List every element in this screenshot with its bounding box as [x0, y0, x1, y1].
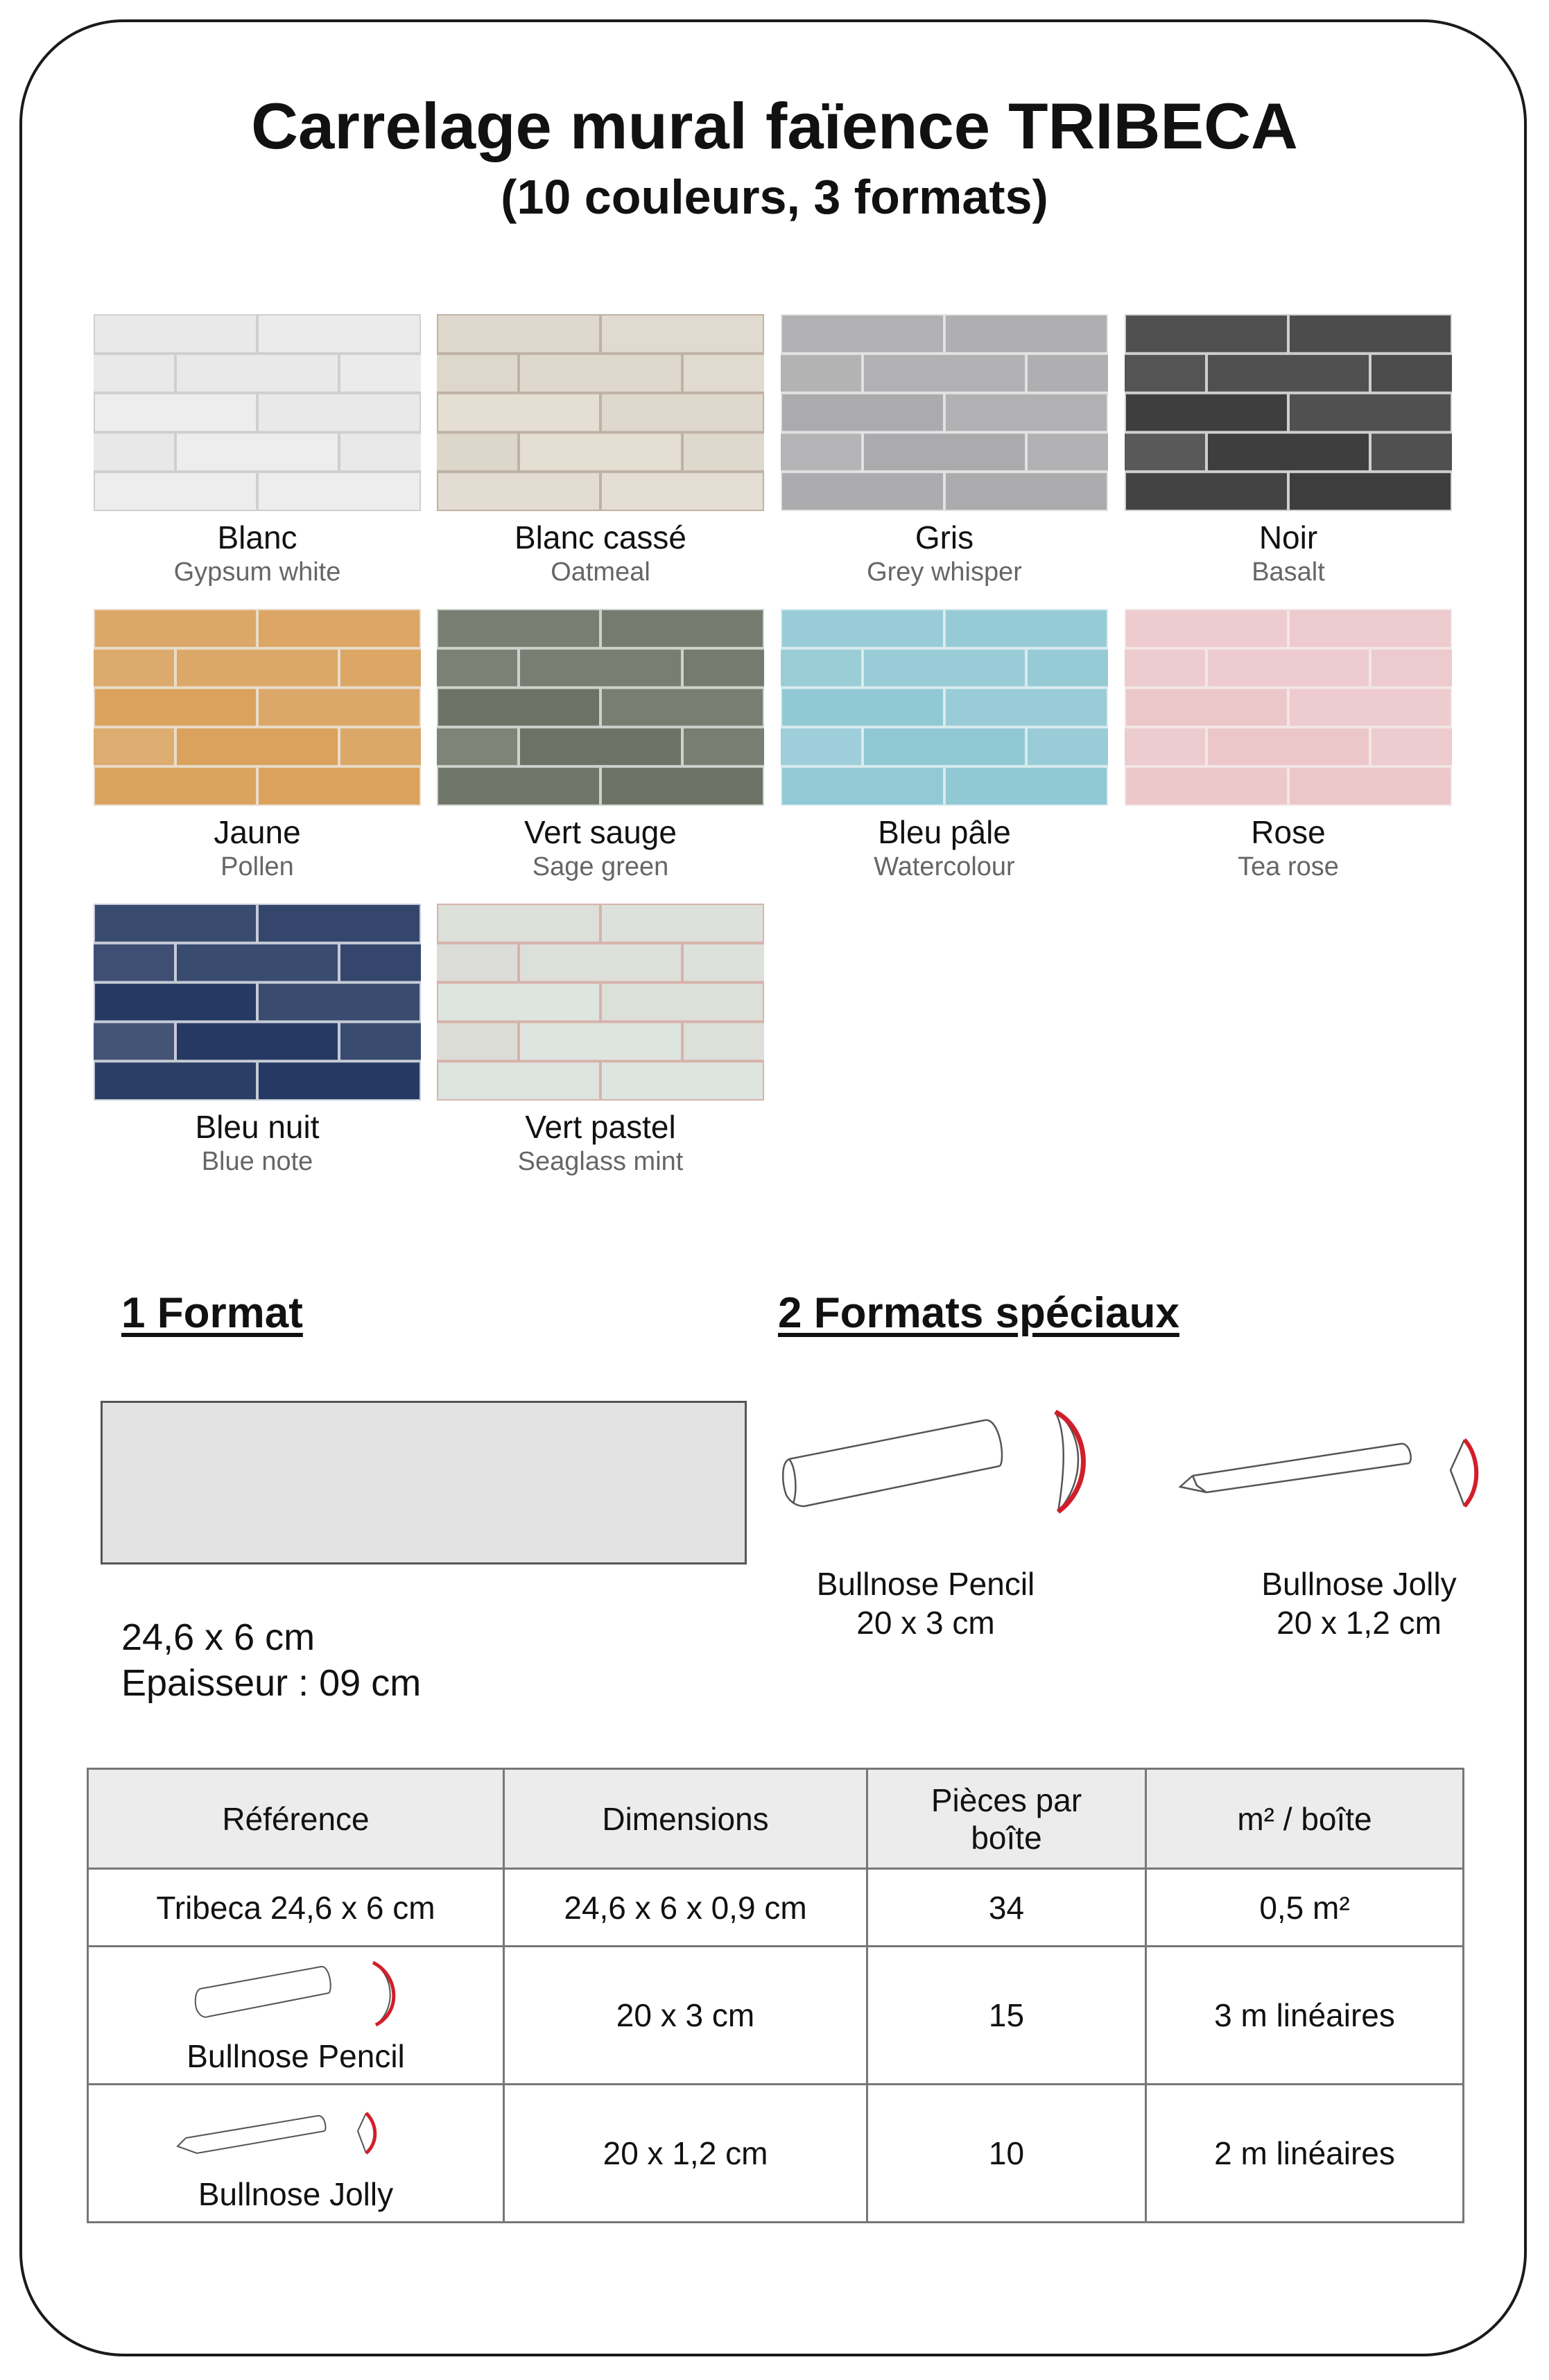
tile-brick	[1126, 689, 1287, 726]
tile-brick	[946, 316, 1107, 352]
bullnose-pencil-name: Bullnose Pencil	[816, 1566, 1035, 1602]
tile-pattern	[94, 904, 421, 1101]
tile-brick	[1028, 650, 1108, 687]
tile-brick	[95, 689, 256, 726]
color-name-en: Watercolour	[874, 852, 1015, 881]
color-name-fr: Rose	[1251, 814, 1326, 850]
tile-brick	[782, 316, 943, 352]
tile-brick	[1290, 768, 1451, 804]
tile-brick	[95, 473, 256, 510]
tile-brick	[177, 355, 338, 392]
tile-brick	[94, 1023, 174, 1060]
tile-brick	[602, 984, 763, 1021]
swatch-jaune	[94, 609, 421, 806]
tile-pattern	[1125, 314, 1452, 511]
table-row	[88, 1947, 1464, 2085]
reference-with-drawing	[89, 2085, 503, 2221]
tile-brick	[782, 395, 943, 431]
tile-pattern	[1125, 609, 1452, 806]
special-formats-drawings	[777, 1401, 1498, 1540]
page-title: Carrelage mural faïence TRIBECA	[251, 89, 1298, 162]
tile-pattern	[437, 904, 764, 1101]
swatch-vert-sauge	[437, 609, 764, 806]
tile-brick	[946, 689, 1107, 726]
tile-brick	[602, 395, 763, 431]
header-reference: Référence	[88, 1769, 504, 1869]
tile-brick	[781, 433, 861, 470]
color-name-en: Seaglass mint	[517, 1147, 684, 1176]
color-name-fr: Bleu pâle	[878, 814, 1011, 850]
page-subtitle: (10 couleurs, 3 formats)	[501, 170, 1048, 224]
cell-dimensions: 24,6 x 6 x 0,9 cm	[504, 1869, 867, 1947]
tile-brick	[438, 689, 599, 726]
tile-brick	[95, 768, 256, 804]
header-pieces	[867, 1769, 1146, 1869]
tile-pattern	[94, 314, 421, 511]
table-header-row	[88, 1769, 1464, 1869]
tile-brick	[259, 395, 419, 431]
tile-brick	[438, 1062, 599, 1099]
tile-brick	[864, 650, 1025, 687]
swatch-rose	[1125, 609, 1452, 806]
tile-brick	[1028, 433, 1108, 470]
bullnose-jolly-profile-icon	[1451, 1440, 1476, 1506]
swatch-vert-pastel	[437, 904, 764, 1101]
tile-brick	[438, 905, 599, 942]
tile-brick	[684, 1023, 764, 1060]
tile-brick	[520, 1023, 681, 1060]
color-name-fr: Gris	[915, 519, 974, 555]
tile-brick	[340, 433, 421, 470]
tile-brick	[437, 433, 517, 470]
tile-brick	[946, 473, 1107, 510]
tile-brick	[94, 355, 174, 392]
tile-brick	[94, 945, 174, 981]
tile-brick	[684, 650, 764, 687]
tile-brick	[340, 728, 421, 765]
format-dimensions: 24,6 x 6 cm	[121, 1616, 315, 1658]
reference-table	[87, 1768, 1464, 2223]
tile-brick	[177, 1023, 338, 1060]
tile-brick	[1208, 355, 1369, 392]
tile-brick	[684, 945, 764, 981]
swatch-blanc-casse	[437, 314, 764, 511]
tile-brick	[520, 433, 681, 470]
format-heading: 1 Format	[121, 1289, 303, 1337]
bullnose-pencil-profile-icon	[1055, 1412, 1083, 1512]
tile-brick	[438, 768, 599, 804]
tile-brick	[782, 768, 943, 804]
color-name-fr: Vert sauge	[524, 814, 677, 850]
swatch-blanc	[94, 314, 421, 511]
cell-per-box: 3 m linéaires	[1146, 1947, 1464, 2085]
tile-brick	[520, 650, 681, 687]
tile-brick	[437, 728, 517, 765]
swatch-bleu-nuit	[94, 904, 421, 1101]
tile-brick	[602, 316, 763, 352]
cell-pieces: 10	[867, 2085, 1146, 2223]
tile-brick	[438, 395, 599, 431]
header-dimensions: Dimensions	[504, 1769, 867, 1869]
special-formats-heading: 2 Formats spéciaux	[778, 1289, 1179, 1337]
tile-brick	[259, 905, 419, 942]
cell-per-box: 2 m linéaires	[1146, 2085, 1464, 2223]
swatch-bleu-pale	[781, 609, 1108, 806]
tile-brick	[520, 355, 681, 392]
tile-pattern	[781, 314, 1108, 511]
cell-reference	[88, 2085, 504, 2223]
tile-brick	[1126, 473, 1287, 510]
color-name-fr: Jaune	[214, 814, 301, 850]
tile-brick	[1208, 650, 1369, 687]
cell-dimensions: 20 x 1,2 cm	[504, 2085, 867, 2223]
tile-brick	[340, 1023, 421, 1060]
tile-brick	[684, 355, 764, 392]
tile-brick	[1126, 395, 1287, 431]
cell-reference: Tribeca 24,6 x 6 cm	[88, 1869, 504, 1947]
tile-brick	[1208, 433, 1369, 470]
bullnose-jolly-drawing	[1180, 1444, 1411, 1492]
tile-brick	[1290, 689, 1451, 726]
tile-brick	[1290, 473, 1451, 510]
tile-brick	[259, 473, 419, 510]
color-name-fr: Noir	[1258, 519, 1318, 555]
tile-brick	[177, 945, 338, 981]
tile-brick	[864, 728, 1025, 765]
tile-brick	[259, 768, 419, 804]
color-name-en: Oatmeal	[551, 558, 650, 587]
tile-brick	[1125, 650, 1205, 687]
cell-reference-label: Bullnose Pencil	[187, 2038, 405, 2074]
tile-brick	[259, 316, 419, 352]
tile-brick	[95, 905, 256, 942]
table-row	[88, 1869, 1464, 1947]
format-thickness: Epaisseur : 09 cm	[121, 1662, 422, 1704]
tile-brick	[946, 610, 1107, 647]
bullnose-pencil-small-icon	[89, 1947, 505, 2037]
color-name-fr: Vert pastel	[525, 1109, 676, 1145]
tile-brick	[177, 433, 338, 470]
tile-brick	[94, 433, 174, 470]
tile-brick	[437, 945, 517, 981]
color-name-fr: Bleu nuit	[195, 1109, 320, 1145]
color-name-en: Sage green	[532, 852, 669, 881]
tile-brick	[95, 1062, 256, 1099]
tile-brick	[602, 905, 763, 942]
color-name-en: Grey whisper	[867, 558, 1022, 587]
tile-brick	[602, 689, 763, 726]
color-name-en: Gypsum white	[173, 558, 341, 587]
tile-brick	[1125, 355, 1205, 392]
tile-pattern	[94, 609, 421, 806]
bullnose-jolly-name: Bullnose Jolly	[1261, 1566, 1457, 1602]
bullnose-jolly-size: 20 x 1,2 cm	[1277, 1605, 1442, 1641]
tile-brick	[1125, 728, 1205, 765]
color-name-en: Blue note	[201, 1147, 313, 1176]
tile-brick	[602, 768, 763, 804]
tile-brick	[94, 650, 174, 687]
tile-brick	[437, 650, 517, 687]
tile-brick	[340, 945, 421, 981]
tile-brick	[782, 473, 943, 510]
tile-pattern	[437, 609, 764, 806]
tile-brick	[1126, 768, 1287, 804]
tile-brick	[95, 395, 256, 431]
tile-brick	[602, 473, 763, 510]
cell-pieces: 15	[867, 1947, 1146, 2085]
color-name-en: Pollen	[220, 852, 294, 881]
tile-brick	[1371, 650, 1452, 687]
tile-brick	[1208, 728, 1369, 765]
cell-per-box: 0,5 m²	[1146, 1869, 1464, 1947]
tile-brick	[259, 610, 419, 647]
tile-brick	[95, 316, 256, 352]
color-name-fr: Blanc	[217, 519, 297, 555]
tile-brick	[437, 1023, 517, 1060]
tile-brick	[438, 610, 599, 647]
tile-brick	[1371, 355, 1452, 392]
tile-brick	[946, 768, 1107, 804]
tile-brick	[340, 355, 421, 392]
tile-brick	[177, 728, 338, 765]
tile-brick	[259, 1062, 419, 1099]
tile-brick	[520, 945, 681, 981]
tile-brick	[1290, 316, 1451, 352]
tile-brick	[602, 610, 763, 647]
tile-brick	[438, 316, 599, 352]
tile-brick	[1028, 355, 1108, 392]
tile-brick	[864, 355, 1025, 392]
tile-brick	[1028, 728, 1108, 765]
tile-brick	[1126, 610, 1287, 647]
tile-brick	[781, 728, 861, 765]
tile-brick	[1290, 610, 1451, 647]
swatch-gris	[781, 314, 1108, 511]
tile-brick	[340, 650, 421, 687]
tile-brick	[684, 728, 764, 765]
bullnose-pencil-drawing	[783, 1420, 1002, 1506]
color-name-en: Basalt	[1252, 558, 1325, 587]
cell-pieces: 34	[867, 1869, 1146, 1947]
format-tile-shape	[101, 1401, 747, 1564]
color-name-en: Tea rose	[1238, 852, 1339, 881]
tile-brick	[438, 473, 599, 510]
color-name-fr: Blanc cassé	[514, 519, 686, 555]
bullnose-pencil-size: 20 x 3 cm	[856, 1605, 995, 1641]
tile-brick	[259, 984, 419, 1021]
header-per-box: m² / boîte	[1146, 1769, 1464, 1869]
tile-brick	[1125, 433, 1205, 470]
tile-brick	[1371, 728, 1452, 765]
tile-brick	[95, 610, 256, 647]
tile-brick	[781, 650, 861, 687]
tile-brick	[259, 689, 419, 726]
tile-brick	[1290, 395, 1451, 431]
tile-brick	[782, 610, 943, 647]
swatch-noir	[1125, 314, 1452, 511]
tile-brick	[437, 355, 517, 392]
tile-brick	[94, 728, 174, 765]
tile-brick	[520, 728, 681, 765]
tile-brick	[781, 355, 861, 392]
cell-reference	[88, 1947, 504, 2085]
tile-brick	[1126, 316, 1287, 352]
tile-brick	[95, 984, 256, 1021]
tile-brick	[864, 433, 1025, 470]
bullnose-jolly-small-icon	[89, 2085, 505, 2175]
tile-brick	[177, 650, 338, 687]
tile-pattern	[781, 609, 1108, 806]
tile-brick	[782, 689, 943, 726]
tile-brick	[684, 433, 764, 470]
tile-brick	[602, 1062, 763, 1099]
tile-brick	[1371, 433, 1452, 470]
header-pieces-text: Pièces par boîte	[931, 1782, 1082, 1856]
table-row	[88, 2085, 1464, 2223]
cell-reference-label: Bullnose Jolly	[198, 2176, 394, 2212]
tile-brick	[946, 395, 1107, 431]
cell-dimensions: 20 x 3 cm	[504, 1947, 867, 2085]
tile-brick	[438, 984, 599, 1021]
tile-pattern	[437, 314, 764, 511]
reference-with-drawing	[89, 1947, 503, 2083]
